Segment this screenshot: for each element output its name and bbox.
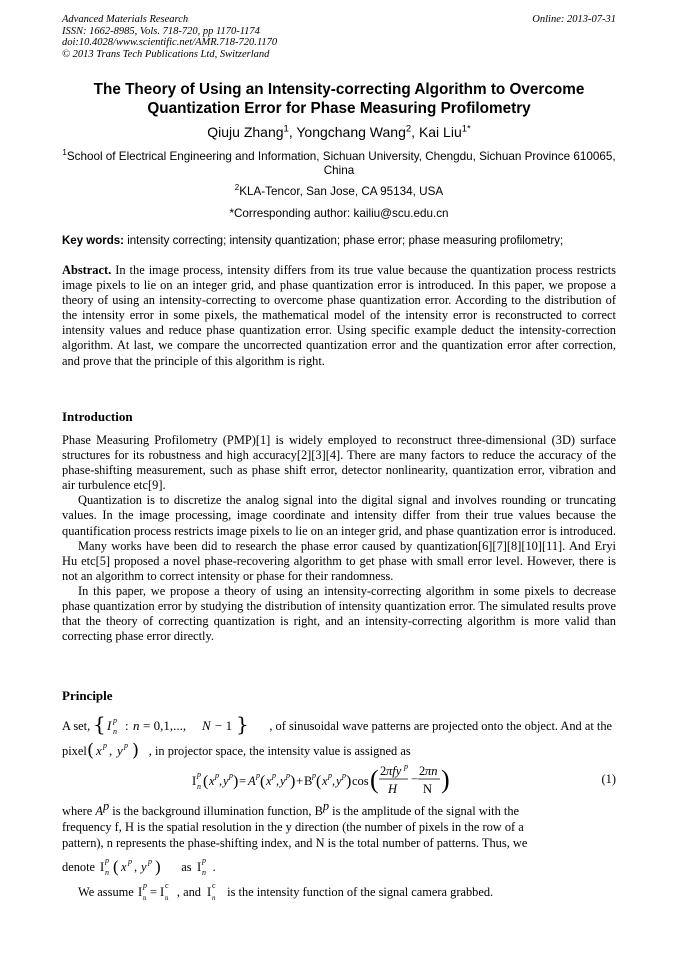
abstract-text: In the image process, intensity differs from its true value because the quantization process restricts image pixels to lie on an integer grid, and phase quantization error is introduced. In this paper, we propose a theory of using an intensity-correcting to overcome phase quantization error. According to the distribution of the intensity error in some pixels, the mathematical model of the intensity error is reconstructed to correct intensity values and reduce phase quantization error. Using specific example deduct the intensity-correction algorithm. At last, we compare the uncorrected quantization error and the quantization error after correction, and prove that the principle of this algorithm is right.	[62, 263, 616, 368]
svg-text:I: I	[196, 860, 201, 874]
denote-line: denote I p n ( x p , y p ) as I p n .	[62, 856, 216, 877]
svg-text:p: p	[215, 771, 219, 780]
svg-text:=: =	[149, 885, 157, 899]
svg-text:−: −	[411, 772, 419, 786]
svg-text:I: I	[107, 718, 112, 733]
where-line-3: pattern), n represents the phase-shifting index, and N is the total number of patterns. Thus, we	[62, 836, 528, 850]
svg-text:): )	[441, 765, 450, 794]
assume-formula	[137, 880, 177, 902]
author-sup: 1*	[461, 123, 471, 135]
principle-line-1: A set, { I p n : n = 0,1,..., N − 1 } , of sinusoidal wave patterns are projected onto the object. And at the	[62, 712, 613, 736]
author-sup: 2	[405, 123, 412, 135]
corresponding-author: *Corresponding author: kailiu@scu.edu.cn	[229, 207, 449, 220]
svg-text:(: (	[203, 773, 209, 790]
svg-text:): )	[233, 773, 239, 790]
svg-text:y: y	[141, 860, 147, 874]
intensity-equation	[192, 760, 452, 798]
svg-text:n: n	[105, 868, 110, 877]
svg-text:,: ,	[219, 774, 223, 788]
svg-text:p: p	[148, 857, 153, 866]
title-line-2: Quantization Error for Phase Measuring Profilometry	[147, 100, 531, 117]
svg-text:A: A	[248, 774, 256, 788]
affiliation-text: School of Electrical Engineering and Information, Sichuan University, Chengdu, Sichuan Province 610065, China	[66, 150, 616, 177]
equation-number: (1)	[601, 772, 616, 786]
svg-text:I: I	[100, 860, 105, 874]
svg-text:,: ,	[134, 860, 138, 874]
svg-text:I: I	[137, 885, 143, 899]
principle-heading: Principle	[62, 688, 113, 703]
doi-line: doi:10.4028/www.scientific.net/AMR.718-720.1170	[62, 37, 278, 49]
svg-text:p: p	[328, 771, 332, 780]
affiliation-sup: 1	[62, 148, 67, 158]
svg-text:p: p	[201, 856, 206, 865]
svg-text:): )	[346, 773, 352, 790]
svg-text:(: (	[113, 857, 119, 876]
journal-name: Advanced Materials Research	[62, 14, 189, 25]
affiliation-1	[62, 150, 616, 178]
introduction-heading: Introduction	[62, 409, 133, 424]
svg-text:=: =	[239, 774, 247, 788]
keywords-label: Key words:	[62, 235, 124, 247]
svg-text:x: x	[209, 774, 215, 788]
svg-text:= 0,1,...,: = 0,1,...,	[143, 718, 187, 733]
svg-text:p: p	[229, 771, 233, 780]
journal-header	[62, 14, 616, 60]
svg-text:+: +	[296, 774, 304, 788]
svg-text:,: ,	[108, 743, 113, 758]
svg-text:n: n	[164, 894, 169, 902]
intro-paragraph: Phase Measuring Profilometry (PMP)[1] is widely employed to reconstruct three-dimensional (3D) surface structures for its robustness and high accuracy[2][3][4]. There are many factors to reduce the accuracy of the phase-shifting measurement, such as phase shift error, detector nonlinearity, quantization error, vibration and air turbulence etc[9].	[62, 433, 616, 493]
svg-text:{: {	[93, 712, 107, 736]
svg-text:y: y	[116, 743, 123, 758]
svg-text:n: n	[142, 894, 147, 902]
svg-text:p: p	[256, 771, 260, 780]
intro-paragraph: In this paper, we propose a theory of using an intensity-correcting algorithm in some pixels to decrease phase quantization error by studying the distribution of intensity quantization error. The simulated results prove that the theory of correcting quantization is right, and an intensity-correcting algorithm is more valid than correcting phase error directly.	[62, 583, 616, 644]
svg-text:): )	[155, 857, 161, 876]
svg-text:2: 2	[380, 764, 387, 778]
svg-text:p: p	[342, 771, 346, 780]
svg-text:n: n	[212, 894, 216, 902]
where-line-2: frequency f, H is the spatial resolution in the y direction (the number of pixels in the row of a	[62, 820, 524, 834]
copyright-line: © 2013 Trans Tech Publications Ltd, Switzerland	[62, 48, 270, 60]
svg-text:p: p	[128, 857, 133, 866]
svg-text:(: (	[370, 765, 379, 794]
author-sup: 1	[283, 123, 289, 135]
svg-text:): )	[290, 773, 296, 790]
svg-text:x: x	[266, 774, 272, 788]
equation-1	[62, 760, 616, 798]
where-line-1: where $A^p$ is the background illumination function, $B^p$ is the amplitude of the signal with the	[62, 798, 520, 818]
svg-text:cos: cos	[352, 774, 369, 788]
svg-text:c: c	[212, 881, 216, 890]
paper-title	[62, 80, 616, 118]
title-line-1: The Theory of Using an Intensity-correcting Algorithm to Overcome	[93, 81, 585, 98]
svg-text:N: N	[423, 782, 433, 796]
svg-text:x: x	[322, 774, 328, 788]
svg-text:n: n	[133, 718, 140, 733]
svg-text:n: n	[201, 868, 206, 877]
affiliation-text: KLA-Tencor, San Jose, CA 95134, USA	[239, 185, 444, 198]
svg-text:p: p	[102, 741, 107, 750]
assume-line: We assume I p n = I c n , and I c n is the intensity function of the signal camera grabbed.	[78, 881, 494, 902]
author-name: Qiuju Zhang	[207, 124, 284, 140]
svg-text:,: ,	[332, 774, 336, 788]
svg-text:y: y	[280, 774, 286, 788]
svg-text:}: }	[236, 712, 250, 736]
svg-text:p: p	[286, 771, 290, 780]
introduction-body	[62, 433, 616, 644]
svg-text:x: x	[121, 860, 127, 874]
svg-text:p: p	[123, 741, 128, 750]
svg-text:− 1: − 1	[215, 718, 233, 733]
svg-text:): )	[131, 740, 139, 761]
author-name: Yongchang Wang	[296, 124, 406, 140]
affiliation-2	[62, 185, 616, 199]
intro-paragraph: Quantization is to discretize the analog signal into the digital signal and involves rounding or truncating values. In the image processing, image coordinate and intensity differ from their true values because the quantification process restricts image pixels to lie on an integer grid, and phase quantization error is introduced.	[62, 493, 616, 538]
author-list: Qiuju Zhang$^1$, Yongchang Wang$^2$, Kai Liu$^{1*}$	[207, 123, 471, 140]
svg-text:p: p	[113, 716, 118, 725]
svg-text:,: ,	[276, 774, 280, 788]
svg-text:B: B	[304, 774, 313, 788]
svg-text:(: (	[86, 740, 94, 761]
svg-text:p: p	[197, 770, 201, 779]
svg-text:I: I	[159, 885, 165, 899]
svg-text:πfy: πfy	[386, 764, 402, 778]
svg-text:n: n	[197, 782, 201, 791]
svg-text:I: I	[192, 774, 197, 788]
svg-text:p: p	[312, 771, 316, 780]
svg-text:(: (	[260, 773, 266, 790]
svg-text::: :	[125, 718, 129, 733]
principle-line-2: pixel ( x p , y p ) , in projector space, the intensity value is assigned as	[62, 737, 616, 763]
svg-text:n: n	[113, 727, 118, 736]
svg-text:p: p	[272, 771, 276, 780]
intro-paragraph: Many works have been did to research the phase error caused by quantization[6][7][8][10][11]. And Eryi Hu etc[5] proposed a novel phase-recovering algorithm to get phase with small error level. However, there is not an algorithm to correct intensity or phase for their randomness.	[62, 538, 616, 583]
svg-text:p: p	[404, 762, 408, 771]
svg-text:2: 2	[419, 764, 426, 778]
pattern-set-formula	[93, 712, 269, 738]
abstract-label: Abstract.	[62, 263, 112, 277]
svg-text:y: y	[336, 774, 342, 788]
issn-line: ISSN: 1662-8985, Vols. 718-720, pp 1170-1174	[62, 25, 260, 37]
svg-text:I: I	[207, 885, 212, 899]
keywords-text: intensity correcting; intensity quantization; phase error; phase measuring profilometry;	[124, 235, 564, 247]
denote-short-formula	[195, 854, 213, 878]
svg-text:(: (	[316, 773, 322, 790]
denote-formula	[98, 854, 178, 878]
svg-text:x: x	[95, 743, 102, 758]
author-name: Kai Liu	[418, 124, 462, 140]
camera-intensity-symbol	[204, 880, 224, 902]
svg-text:p: p	[142, 881, 147, 890]
svg-text:N: N	[202, 718, 211, 733]
svg-text:c: c	[164, 881, 169, 890]
online-date: Online: 2013-07-31	[532, 14, 616, 25]
svg-text:H: H	[388, 782, 398, 796]
svg-text:y: y	[223, 774, 229, 788]
abstract	[62, 263, 616, 369]
svg-text:πn: πn	[425, 764, 438, 778]
svg-text:p: p	[105, 856, 110, 865]
affiliation-sup: 2	[234, 183, 240, 193]
keywords	[62, 234, 622, 248]
